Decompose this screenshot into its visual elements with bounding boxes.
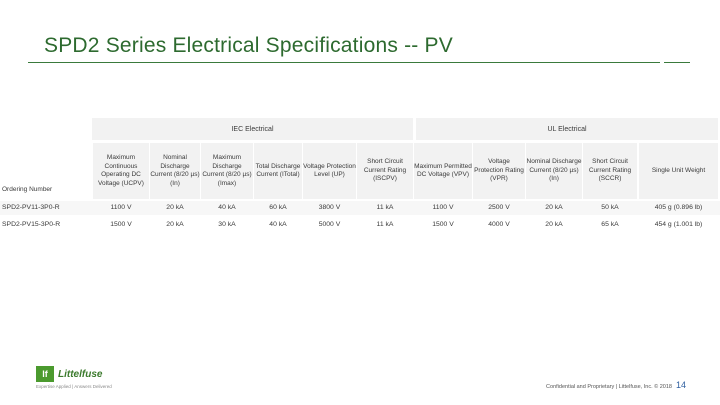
table-cell: 454 g (1.001 lb) (654, 220, 703, 228)
column-header: Nominal Discharge Current (8/20 µs) (In) (150, 143, 200, 199)
page-title: SPD2 Series Electrical Specifications -- PV (44, 34, 453, 57)
column-header: Nominal Discharge Current (8/20 µs) (In) (526, 143, 582, 199)
column-header: Short Circuit Current Rating (SCCR) (583, 143, 637, 199)
table-cell: 65 kA (601, 220, 619, 228)
footer-text: Confidential and Proprietary | Littelfuse, Inc. © 2018 (546, 384, 672, 390)
table-cell: 20 kA (166, 220, 184, 228)
table-cell: 405 g (0.896 lb) (654, 203, 703, 211)
table-cell: 60 kA (269, 203, 287, 211)
table-cell: 1500 V (432, 220, 454, 228)
column-header: Total Discharge Current (ITotal) (254, 143, 302, 199)
ul-group-header: UL Electrical (416, 118, 718, 140)
table-cell: 50 kA (601, 203, 619, 211)
table-cell: 11 kA (376, 220, 394, 228)
table-cell: 40 kA (269, 220, 287, 228)
column-header: Voltage Protection Rating (VPR) (473, 143, 525, 199)
title-divider (28, 62, 660, 63)
table-cell: 30 kA (218, 220, 236, 228)
column-header: Single Unit Weight (639, 143, 718, 199)
table-cell: 20 kA (166, 203, 184, 211)
iec-group-header: IEC Electrical (92, 118, 413, 140)
column-header: Short Circuit Current Rating (ISCPV) (357, 143, 413, 199)
table-cell: 1100 V (432, 203, 454, 211)
table-cell: 20 kA (545, 220, 563, 228)
tagline: Expertise Applied | Answers Delivered (36, 384, 112, 389)
table-cell: SPD2-PV11-3P0-R (2, 203, 60, 211)
table-cell: SPD2-PV15-3P0-R (2, 220, 61, 228)
table-cell: 1100 V (110, 203, 132, 211)
table-cell: 40 kA (218, 203, 236, 211)
page-number: 14 (676, 380, 687, 390)
table-cell: 2500 V (488, 203, 510, 211)
brand-logo (36, 366, 102, 382)
column-header: Ordering Number (2, 143, 90, 199)
title-divider-end (664, 62, 690, 63)
logo-text: Littelfuse (58, 368, 103, 380)
littelfuse-logo-icon: lf (36, 366, 54, 382)
table-cell: 1500 V (110, 220, 132, 228)
column-header: Voltage Protection Level (UP) (303, 143, 356, 199)
table-cell: 3800 V (318, 203, 341, 211)
table-cell: 11 kA (376, 203, 394, 211)
table-cell: 5000 V (318, 220, 341, 228)
table-cell: 20 kA (545, 203, 563, 211)
column-header: Maximum Discharge Current (8/20 µs) (Imax) (201, 143, 253, 199)
table-cell: 4000 V (488, 220, 510, 228)
column-header: Maximum Permitted DC Voltage (VPV) (414, 143, 472, 199)
column-header: Maximum Continuous Operating DC Voltage (UCPV) (93, 143, 149, 199)
